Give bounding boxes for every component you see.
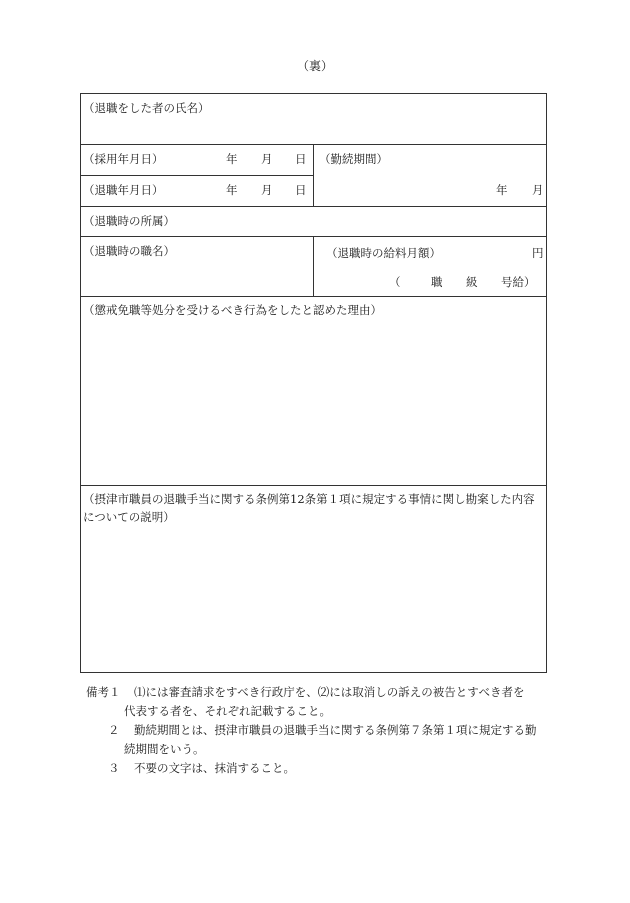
remark-item-3-line-1: 不要の文字は、抹消すること。 xyxy=(134,761,295,775)
remark-item-1-line-2: 代表する者を、それぞれ記載すること。 xyxy=(124,704,331,718)
name-label: （退職をした者の氏名） xyxy=(83,101,210,115)
form-table xyxy=(80,93,547,673)
service-period-label: （勤続期間） xyxy=(319,152,388,166)
page-title: （裏） xyxy=(296,59,333,73)
hire-month-unit: 月 xyxy=(261,152,273,166)
retire-month-unit: 月 xyxy=(261,183,273,197)
column-divider xyxy=(313,144,314,206)
grade-char-1: 職 xyxy=(431,275,443,289)
remark-item-2-line-1: 勤続期間とは、摂津市職員の退職手当に関する条例第７条第１項に規定する勤 xyxy=(134,723,537,737)
hire-date-label: （採用年月日） xyxy=(83,152,164,166)
hire-year-unit: 年 xyxy=(226,152,238,166)
salary-grade-open-paren: （ xyxy=(389,275,401,289)
salary-label: （退職時の給料月額） xyxy=(326,246,441,260)
retire-year-unit: 年 xyxy=(226,183,238,197)
reason-disciplinary-label: （懲戒免職等処分を受けるべき行為をしたと認めた理由） xyxy=(83,303,382,317)
affiliation-label: （退職時の所属） xyxy=(83,214,175,228)
retire-day-unit: 日 xyxy=(295,183,307,197)
remarks-heading: 備考１ xyxy=(86,685,121,699)
remark-item-2-line-2: 続期間をいう。 xyxy=(124,742,205,756)
row-divider xyxy=(81,485,546,486)
step-label: 号給） xyxy=(501,275,536,289)
remark-item-2-number: ２ xyxy=(108,723,120,737)
remark-item-3-number: ３ xyxy=(108,761,120,775)
reason-article12-label: （摂津市職員の退職手当に関する条例第12条第１項に規定する事情に関し勘案した内容についての説明） xyxy=(83,492,535,524)
row-divider xyxy=(81,206,546,207)
position-label: （退職時の職名） xyxy=(83,244,175,258)
row-divider xyxy=(81,296,546,297)
hire-day-unit: 日 xyxy=(295,152,307,166)
service-month-unit: 月 xyxy=(532,183,544,197)
grade-char-2: 級 xyxy=(466,275,478,289)
column-divider xyxy=(313,236,314,296)
yen-unit: 円 xyxy=(532,246,544,260)
service-year-unit: 年 xyxy=(496,183,508,197)
remark-item-1-line-1: ⑴には審査請求をすべき行政庁を、⑵には取消しの訴えの被告とすべき者を xyxy=(134,685,525,699)
retire-date-label: （退職年月日） xyxy=(83,183,164,197)
row-divider xyxy=(81,175,313,176)
